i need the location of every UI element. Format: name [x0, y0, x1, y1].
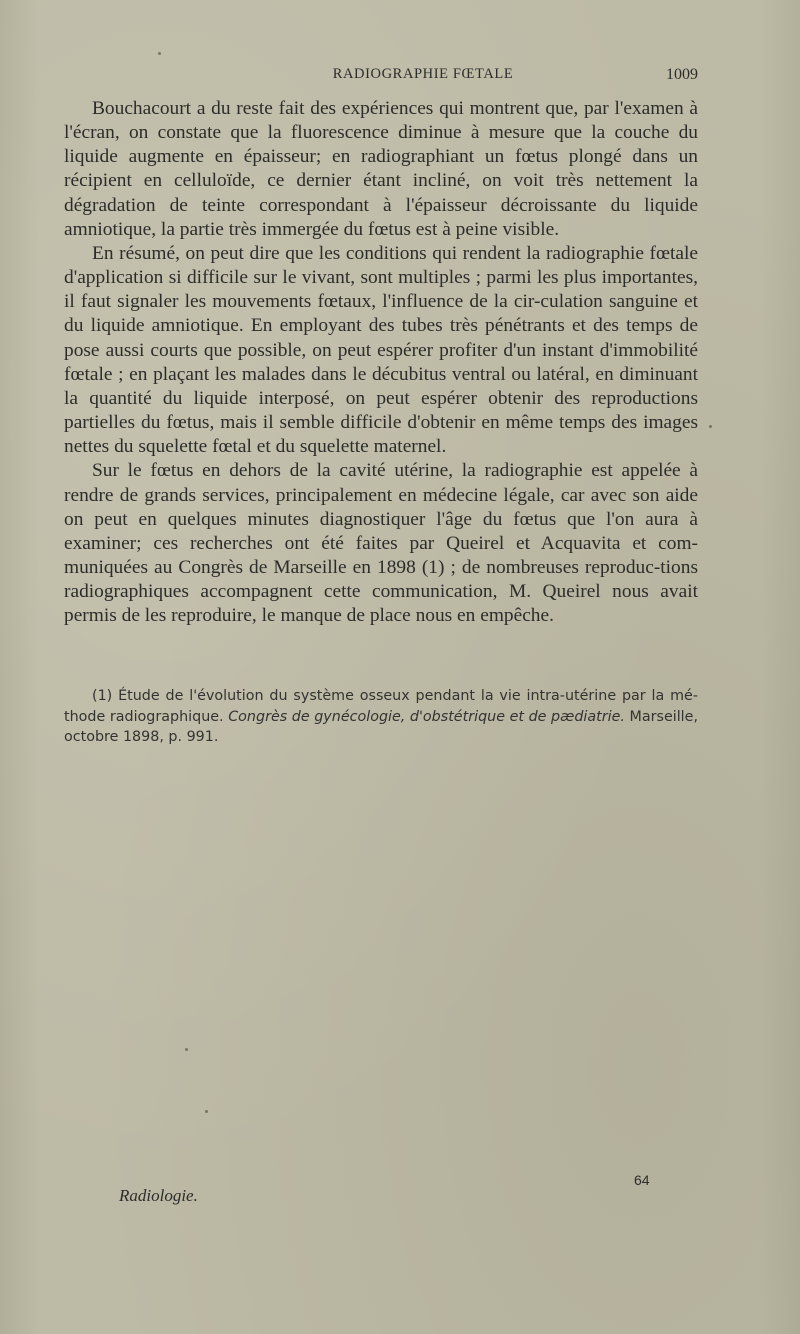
page-number: 1009 — [666, 66, 698, 83]
footnote-citation-italic: Congrès de gynécologie, d'obstétrique et de pædiatrie. — [228, 708, 625, 725]
paragraph: Sur le fœtus en dehors de la cavité utérine, la radiographie est appelée à rendre de grands services, principalement en médecine légale, car avec son aide on peut en quelques minutes diagnostiquer l'âge du fœtus que l'on aura à examiner; ces recherches ont été faites par Queirel et Acquavita et com-muniquées au Congrès de Marseille en 1898 (1) ; de nombreuses reproduc-tions radiographiques accompagnent cette communication, M. Queirel nous avait permis de les reproduire, le manque de place nous en empêche. — [64, 460, 698, 627]
paper-speck — [185, 1048, 188, 1051]
body-text — [64, 97, 698, 628]
paragraph: Bouchacourt a du reste fait des expériences qui montrent que, par l'examen à l'écran, on constate que la fluorescence diminue à mesure que la couche du liquide augmente en épaisseur; en radiographiant un fœtus plongé dans un récipient en celluloïde, ce dernier étant incliné, on voit très nettement la dégradation de teinte correspondant à l'épaisseur décroissante du liquide amniotique, la partie très immergée du fœtus est à peine visible. — [64, 98, 698, 240]
signature-number: 64 — [634, 1172, 650, 1188]
paper-speck — [709, 425, 712, 428]
footnote-text: (1) Étude de l'évolution du système osseux pendant la vie intra-utérine par la mé-thode radiographique. — [64, 688, 698, 725]
footnote — [64, 686, 698, 748]
paragraph: En résumé, on peut dire que les conditions qui rendent la radiographie fœtale d'application si difficile sur le vivant, sont multiples ; parmi les plus importantes, il faut signaler les mouvements fœtaux, l'influence de la cir-culation sanguine et du liquide amniotique. En employant des tubes très pénétrants et des temps de pose aussi courts que possible, on peut espérer profiter d'un instant d'immobilité fœtale ; en plaçant les malades dans le décubitus ventral ou latéral, en diminuant la quantité du liquide interposé, on peut espérer obtenir des reproductions partielles du fœtus, mais il semble difficile d'obtenir en même temps des images nettes du squelette fœtal et du squelette maternel. — [64, 242, 698, 458]
footnote-text-end: Marseille, octobre 1898, p. 991. — [64, 708, 698, 745]
running-title: RADIOGRAPHIE FŒTALE — [332, 66, 514, 82]
signature-label: Radiologie. — [119, 1186, 198, 1205]
paper-speck — [158, 52, 161, 55]
paper-speck — [205, 1110, 208, 1113]
page-header — [108, 66, 698, 86]
